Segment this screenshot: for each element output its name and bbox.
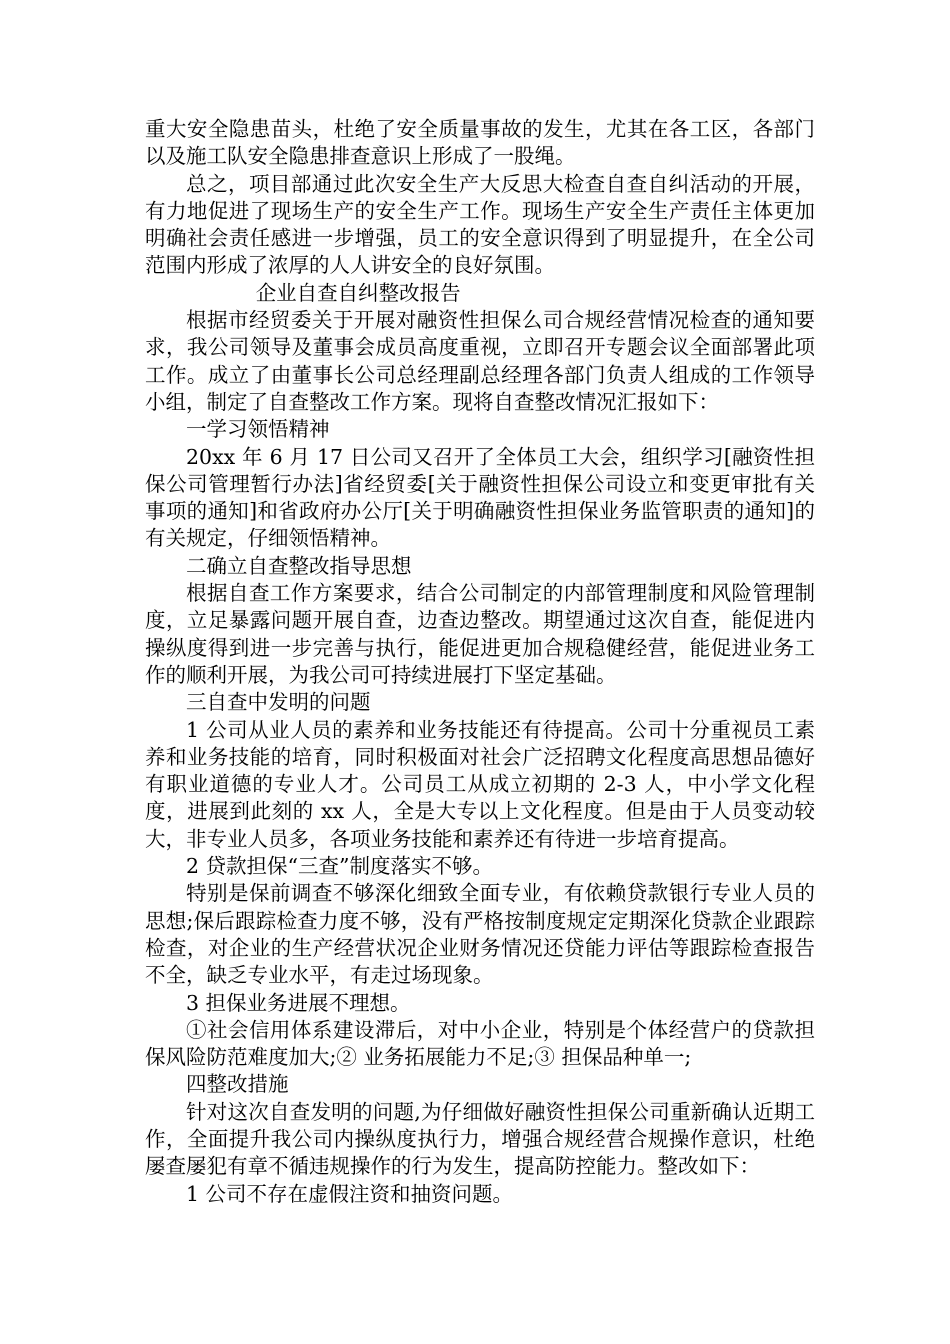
paragraph-issue-3: ①社会信用体系建设滞后，对中小企业，特别是个体经营户的贷款担保风险防范难度加大;② 业务拓展能力不足;③ 担保品种单一; <box>145 1017 815 1070</box>
section-heading-3: 三自查中发明的问题 <box>186 690 371 715</box>
paragraph-measure-1: 1 公司不存在虚假注资和抽资问题。 <box>186 1181 514 1206</box>
paragraph-section-2: 根据自查工作方案要求，结合公司制定的内部管理制度和风险管理制度，立足暴露问题开展自查，边查边整改。期望通过这次自查，能促进内操纵度得到进一步完善与执行，能促进更加合规稳健经营，能促进业务工作的顺利开展，为我公司可持续进展打下坚定基础。 <box>145 581 815 687</box>
paragraph-issue-3-heading: 3 担保业务进展不理想。 <box>186 990 411 1015</box>
paragraph-issue-1: 1 公司从业人员的素养和业务技能还有待提高。公司十分重视员工素养和业务技能的培育，同时积极面对社会广泛招聘文化程度高思想品德好有职业道德的专业人才。公司员工从成立初期的 2-3 人，中小学文化程度，进展到此刻的 xx 人，全是大专以上文化程度。但是由于人员变动较大，非专业人员多，各项业务技能和素养还有待进一步培育提高。 <box>145 717 815 851</box>
paragraph-issue-2-heading: 2 贷款担保“三查”制度落实不够。 <box>186 854 494 879</box>
section-heading-1: 一学习领悟精神 <box>186 417 330 442</box>
section-heading-4: 四整改措施 <box>186 1072 289 1097</box>
paragraph-section-4: 针对这次自查发明的问题,为仔细做好融资性担保公司重新确认近期工作，全面提升我公司内操纵度执行力，增强合规经营合规操作意识，杜绝屡查屡犯有章不循违规操作的行为发生，提高防控能力。整改如下： <box>145 1099 815 1179</box>
document-page <box>145 116 815 1208</box>
paragraph-issue-2: 特别是保前调查不够深化细致全面专业，有依赖贷款银行专业人员的思想;保后跟踪检查力度不够，没有严格按制度规定定期深化贷款企业跟踪检查，对企业的生产经营状况企业财务情况还贷能力评估等跟踪检查报告不全，缺乏专业水平，有走过场现象。 <box>145 881 815 988</box>
paragraph-intro: 根据市经贸委关于开展对融资性担保么司合规经营情况检查的通知要求，我公司领导及董事会成员高度重视，立即召开专题会议全面部署此项工作。成立了由董事长公司总经理副总经理各部门负责人组成的工作领导小组，制定了自查整改工作方案。现将自查整改情况汇报如下： <box>145 308 815 414</box>
paragraph-section-1: 20xx 年 6 月 17 日公司又召开了全体员工大会，组织学习[融资性担保公司管理暂行办法]省经贸委[关于融资性担保公司设立和变更审批有关事项的通知]和省政府办公厅[关于明确融资性担保业务监管职责的通知]的有关规定，仔细领悟精神。 <box>145 444 815 551</box>
section-heading-2: 二确立自查整改指导思想 <box>186 553 412 578</box>
paragraph-continuation: 重大安全隐患苗头，杜绝了安全质量事故的发生，尤其在各工区，各部门以及施工队安全隐患排查意识上形成了一股绳。 <box>145 117 815 169</box>
report-title: 企业自查自纠整改报告 <box>255 280 461 305</box>
paragraph-summary: 总之，项目部通过此次安全生产大反思大检查自查自纠活动的开展，有力地促进了现场生产的安全生产工作。现场生产安全生产责任主体更加明确社会责任感进一步增强，员工的安全意识得到了明显提升，在全公司范围内形成了浓厚的人人讲安全的良好氛围。 <box>145 171 815 278</box>
